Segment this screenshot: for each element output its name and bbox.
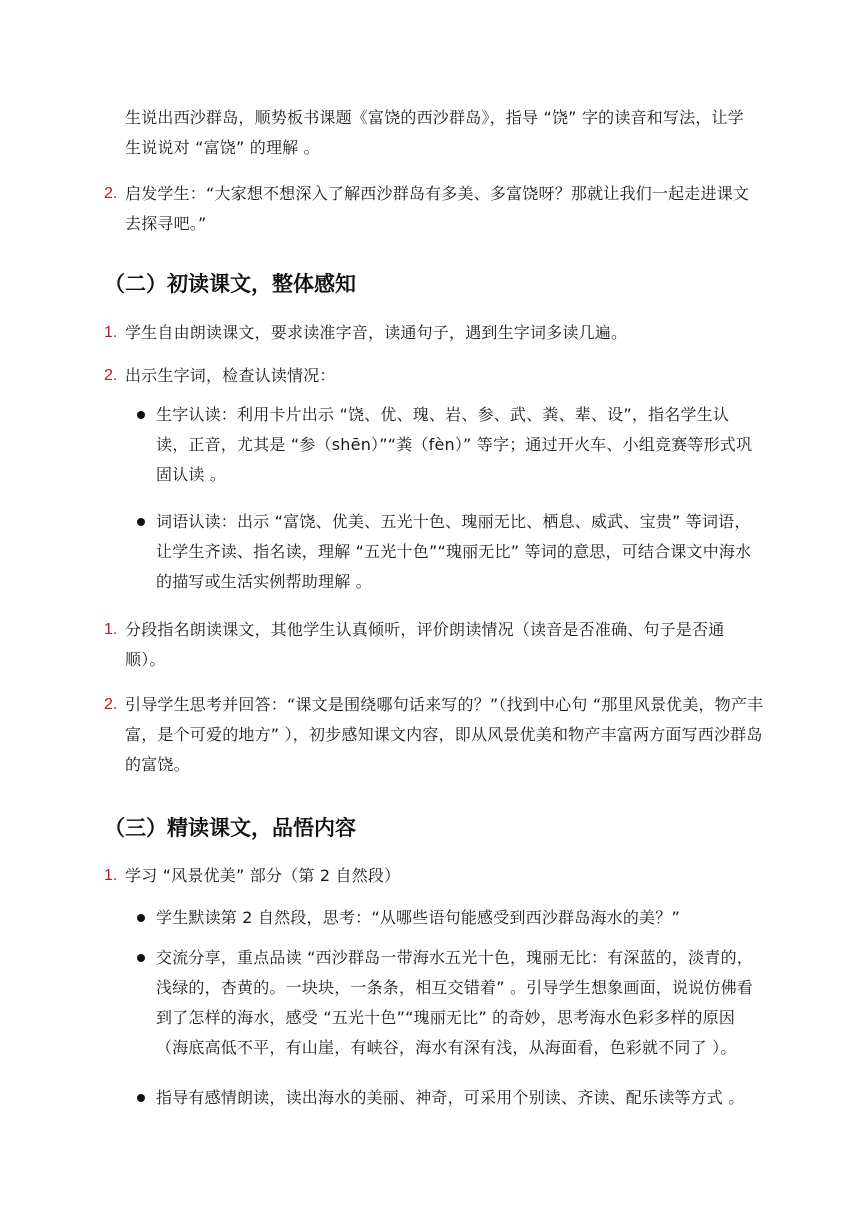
section-2-item-1: 学生自由朗读课文，要求读准字音，读通句子，遇到生字词多读几遍。 (125, 323, 628, 342)
bullet-icon (137, 914, 145, 922)
intro-item-2-text: 启发学生：“大家想不想深入了解西沙群岛有多美、多富饶呀？那就让我们一起走进课文去探寻吧。” (125, 184, 750, 233)
section-2-item-3: 分段指名朗读课文，其他学生认真倾听，评价朗读情况（读音是否准确、句子是否通顺）。 (125, 620, 725, 669)
bullet-icon (137, 1094, 145, 1102)
bullet-icon (137, 954, 145, 962)
section-2-item-2: 出示生字词，检查认读情况： (125, 366, 336, 385)
section-2-bullet-1: 生字认读：利用卡片出示 “饶、优、瑰、岩、参、武、粪、辈、设”，指名学生认读，正音，尤其是 “参（shēn）”“粪（fèn）” 等字；通过开火车、小组竞赛等形式巩固认读 。 (156, 405, 753, 484)
list-number: 1. (104, 621, 118, 638)
section-2-heading: （二）初读课文，整体感知 (104, 272, 356, 296)
list-number: 2. (104, 367, 118, 384)
intro-item-1-continuation: 生说出西沙群岛，顺势板书课题《富饶的西沙群岛》，指导 “饶” 字的读音和写法，让学生说说对 “富饶” 的理解 。 (125, 108, 744, 157)
list-number: 2. (104, 696, 118, 713)
section-2-bullet-2: 词语认读：出示 “富饶、优美、五光十色、瑰丽无比、栖息、威武、宝贵” 等词语，让学生齐读、指名读，理解 “五光十色”“瑰丽无比” 等词的意思，可结合课文中海水的描写或生活实例帮助理解 。 (156, 512, 752, 591)
section-2-item-4: 引导学生思考并回答：“课文是围绕哪句话来写的？”（找到中心句 “那里风景优美，物产丰富，是个可爱的地方” ），初步感知课文内容，即从风景优美和物产丰富两方面写西沙群岛的富饶。 (125, 695, 764, 774)
list-number: 2. (104, 185, 118, 202)
bullet-icon (137, 411, 145, 419)
bullet-icon (137, 518, 145, 526)
section-3-heading: （三）精读课文，品悟内容 (104, 816, 356, 840)
section-3-bullet-1: 学生默读第 2 自然段，思考：“从哪些语句能感受到西沙群岛海水的美？” (156, 908, 680, 927)
section-3-bullet-2: 交流分享，重点品读 “西沙群岛一带海水五光十色，瑰丽无比：有深蓝的，淡青的，浅绿的，杏黄的。一块块，一条条，相互交错着” 。引导学生想象画面，说说仿佛看到了怎样的海水，感受 “五光十色”“瑰丽无比” 的奇妙，思考海水色彩多样的原因（海底高低不平，有山崖，有峡谷，海水有深有浅，从海面看，色彩就不同了 ）。 (156, 948, 753, 1057)
list-number: 1. (104, 867, 118, 884)
list-number: 1. (104, 324, 118, 341)
section-3-bullet-3: 指导有感情朗读，读出海水的美丽、神奇，可采用个别读、齐读、配乐读等方式 。 (156, 1088, 745, 1107)
section-3-item-1: 学习 “风景优美” 部分（第 2 自然段） (125, 866, 401, 885)
